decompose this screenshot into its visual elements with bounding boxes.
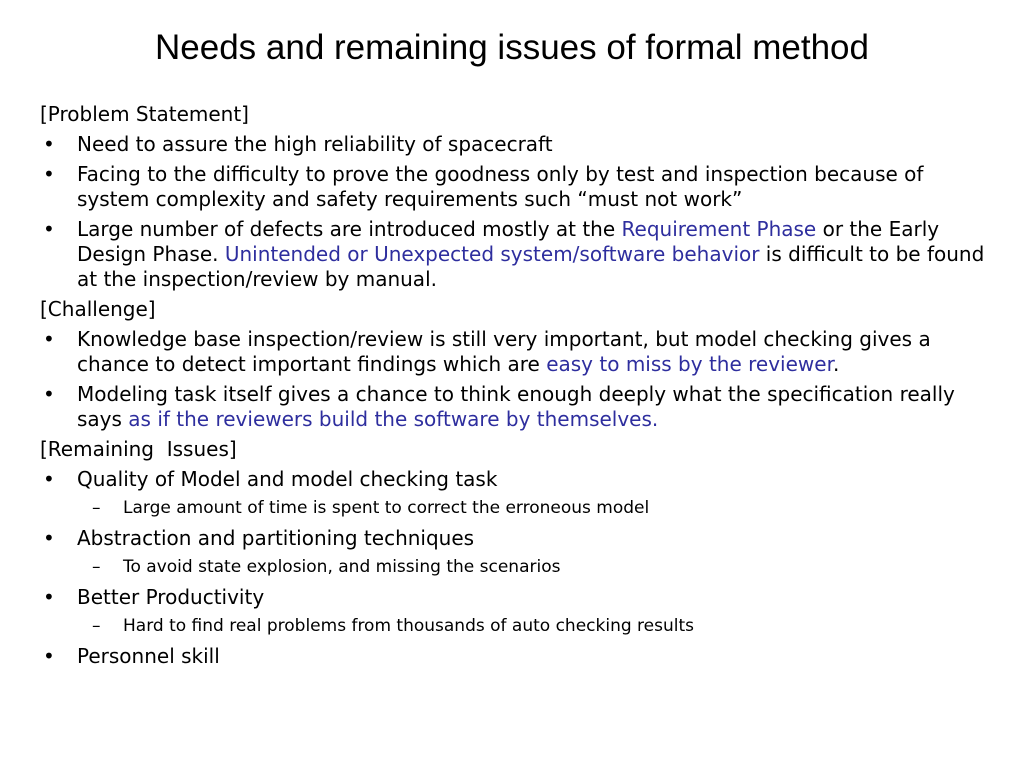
- text-run: is difficult to be found at the inspection/review by manual.: [77, 242, 985, 291]
- highlight-requirement-phase: Requirement Phase: [621, 217, 817, 241]
- sub-bullet-auto-checking: – Hard to find real problems from thousands of auto checking results: [40, 615, 995, 637]
- text-run: .: [832, 352, 840, 376]
- highlight-reviewers-build: as if the reviewers build the software by themselves.: [128, 407, 659, 431]
- text-run: Modeling task itself gives a chance to think enough deeply what the specification really says: [77, 382, 955, 431]
- bullet-quality-of-model: • Quality of Model and model checking task: [40, 467, 995, 492]
- slide-title: Needs and remaining issues of formal method: [155, 28, 869, 67]
- section-heading-remaining: [Remaining Issues]: [40, 437, 237, 461]
- bullet-reliability: • Need to assure the high reliability of spacecraft: [40, 132, 995, 157]
- bullet-modeling-task: [40, 382, 995, 432]
- section-heading-challenge: [Challenge]: [40, 297, 156, 321]
- bullet-difficulty: • Facing to the difficulty to prove the goodness only by test and inspection because of system complexity and safety requirements such “must not work”: [40, 162, 995, 212]
- text-run: or the Early Design Phase.: [77, 217, 940, 266]
- highlight-unexpected-behavior: Unintended or Unexpected system/software behavior: [224, 242, 760, 266]
- highlight-easy-to-miss: easy to miss by the reviewer: [546, 352, 833, 376]
- text-run: Knowledge base inspection/review is still very important, but model checking gives a chance to detect important findings which are: [77, 327, 931, 376]
- bullet-defects: [40, 217, 995, 292]
- bullet-productivity: • Better Productivity: [40, 585, 995, 610]
- text-run: Large number of defects are introduced mostly at the: [77, 217, 622, 241]
- slide-body: [40, 102, 995, 674]
- bullet-personnel-skill: • Personnel skill: [40, 644, 995, 669]
- bullet-abstraction: • Abstraction and partitioning techniques: [40, 526, 995, 551]
- sub-bullet-state-explosion: – To avoid state explosion, and missing the scenarios: [40, 556, 995, 578]
- sub-bullet-erroneous-model: – Large amount of time is spent to correct the erroneous model: [40, 497, 995, 519]
- section-heading-problem: [Problem Statement]: [40, 102, 249, 126]
- bullet-knowledge-base: [40, 327, 995, 377]
